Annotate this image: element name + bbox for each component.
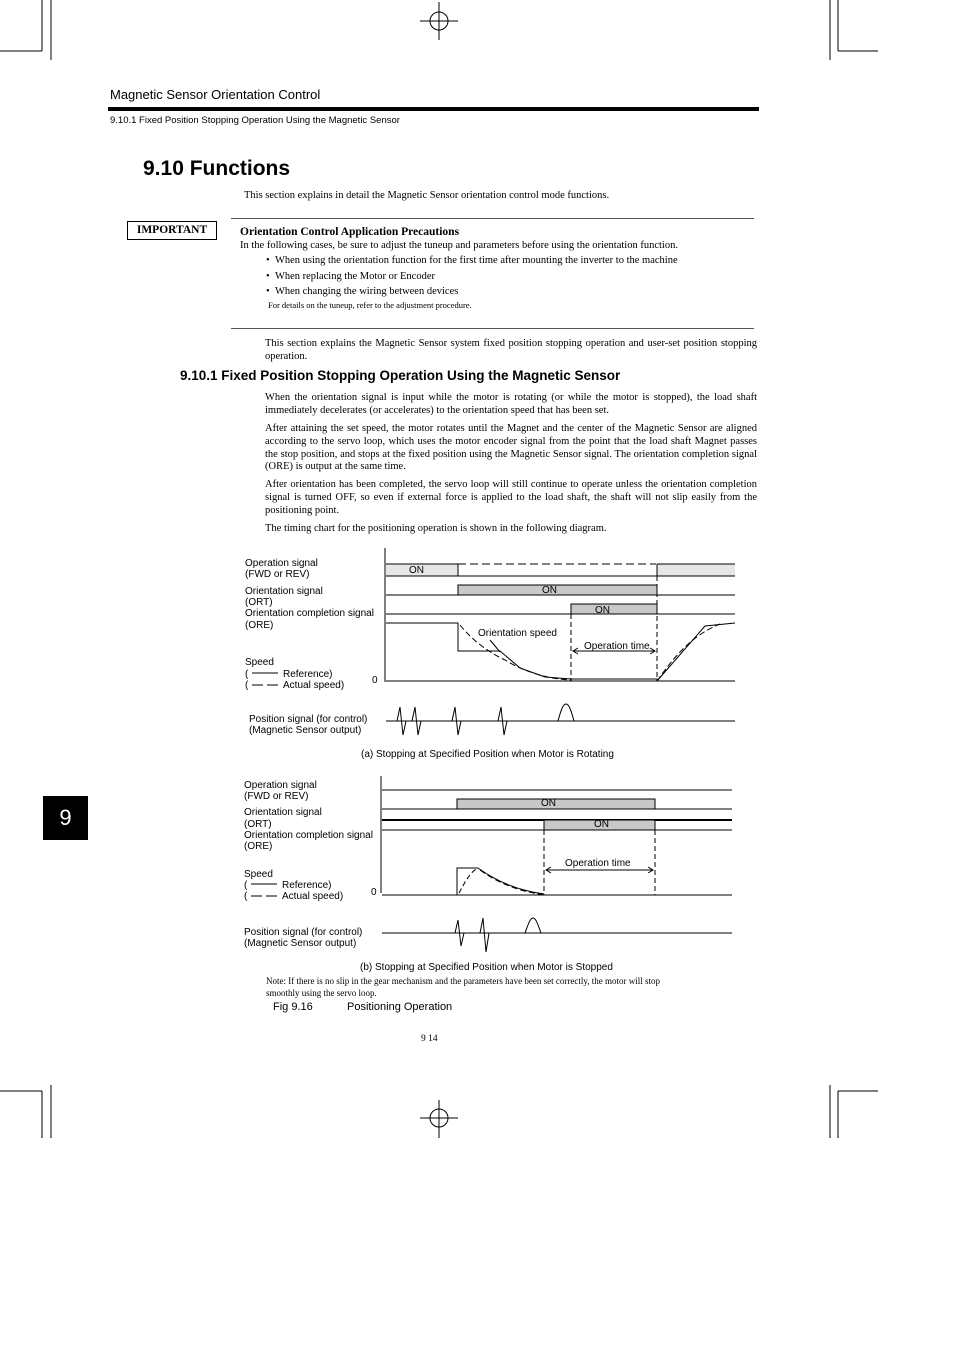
label-paren: ( [244, 880, 248, 891]
body-paragraph: When the orientation signal is input while the motor is rotating (or while the motor is stopped), the load shaft immediately decelerates (or accelerates) to the orientation speed that has been set. [265, 392, 757, 416]
label-ore: (ORE) [244, 841, 273, 852]
important-heading: Orientation Control Application Precautions [240, 226, 460, 238]
label-reference: Reference) [282, 880, 332, 891]
diagram-a [245, 548, 735, 760]
signal-on-label: ON [595, 605, 610, 616]
operation-time-label: Operation time [584, 641, 650, 652]
label-reference: Reference) [283, 669, 333, 680]
page-number: 9 14 [421, 1034, 438, 1044]
figure-title: Positioning Operation [347, 1001, 453, 1013]
label-ort: (ORT) [244, 819, 272, 830]
label-paren: ( [245, 669, 249, 680]
label-actual-speed: Actual speed) [282, 891, 344, 902]
body-paragraph: After orientation has been completed, the servo loop will still continue to operate unless the orientation completion signal is turned OFF, so even if external force is applied to the load shaft, the shaft will not slip easily from the positioning point. [265, 479, 757, 516]
chapter-tab: 9 [43, 796, 88, 840]
label-fwd-rev: (FWD or REV) [245, 569, 310, 580]
label-orientation-completion: Orientation completion signal [245, 608, 374, 619]
signal-on-label: ON [542, 585, 557, 596]
label-magnetic-sensor-output: (Magnetic Sensor output) [244, 938, 357, 949]
important-bullet: • When changing the wiring between devices [266, 286, 459, 297]
label-fwd-rev: (FWD or REV) [244, 791, 309, 802]
important-note: For details on the tuneup, refer to the adjustment procedure. [268, 300, 472, 310]
important-badge: IMPORTANT [127, 221, 217, 240]
signal-on-label: ON [594, 819, 609, 830]
caption-a: (a) Stopping at Specified Position when Motor is Rotating [361, 749, 614, 760]
label-operation-signal: Operation signal [245, 558, 318, 569]
label-position-signal: Position signal (for control) [249, 714, 368, 725]
figure-number: Fig 9.16 [273, 1001, 313, 1013]
label-operation-signal: Operation signal [244, 780, 317, 791]
signal-on-label: ON [409, 565, 424, 576]
diagram-b [244, 776, 732, 973]
label-paren: ( [244, 891, 248, 902]
label-ore: (ORE) [245, 620, 274, 631]
label-orientation-completion: Orientation completion signal [244, 830, 373, 841]
label-speed: Speed [245, 657, 274, 668]
label-zero: 0 [372, 675, 378, 686]
label-orientation-signal: Orientation signal [245, 586, 323, 597]
label-paren: ( [245, 680, 249, 691]
signal-on-label: ON [541, 798, 556, 809]
important-lead: In the following cases, be sure to adjust the tuneup and parameters before using the orientation function. [240, 240, 678, 251]
section-title: 9.10 Functions [143, 157, 291, 180]
label-position-signal: Position signal (for control) [244, 927, 363, 938]
operation-time-label: Operation time [565, 858, 631, 869]
caption-b: (b) Stopping at Specified Position when Motor is Stopped [360, 962, 613, 973]
label-ort: (ORT) [245, 597, 273, 608]
label-zero: 0 [371, 887, 377, 898]
label-actual-speed: Actual speed) [283, 680, 345, 691]
body-paragraph: After attaining the set speed, the motor rotates until the Magnet and the center of the Magnetic Sensor are aligned according to the servo loop, which uses the motor encoder signal from the point that the load shaft Magnet passes the stop position, and stops at the fixed position using the Magnetic Sensor signal. The orientation completion signal (ORE) is output at the same time. [265, 423, 757, 473]
running-header-subsection: 9.10.1 Fixed Position Stopping Operation Using the Magnetic Sensor [110, 115, 400, 126]
body-paragraph: The timing chart for the positioning operation is shown in the following diagram. [265, 523, 607, 534]
subsection-title: 9.10.1 Fixed Position Stopping Operation Using the Magnetic Sensor [180, 368, 621, 383]
label-magnetic-sensor-output: (Magnetic Sensor output) [249, 725, 362, 736]
label-orientation-signal: Orientation signal [244, 807, 322, 818]
label-speed: Speed [244, 869, 273, 880]
important-bullet: • When using the orientation function for the first time after mounting the inverter to the machine [266, 255, 678, 266]
orientation-speed-label: Orientation speed [478, 628, 557, 639]
running-header-title: Magnetic Sensor Orientation Control [110, 87, 321, 102]
section-intro: This section explains in detail the Magnetic Sensor orientation control mode functions. [244, 190, 610, 201]
figure-note: Note: If there is no slip in the gear mechanism and the parameters have been set correctly, the motor will stop smoothly using the servo loop. [266, 976, 661, 998]
important-bullet: • When replacing the Motor or Encoder [266, 271, 436, 282]
section-overview: This section explains the Magnetic Sensor system fixed position stopping operation and user-set position stopping operation. [265, 338, 757, 362]
